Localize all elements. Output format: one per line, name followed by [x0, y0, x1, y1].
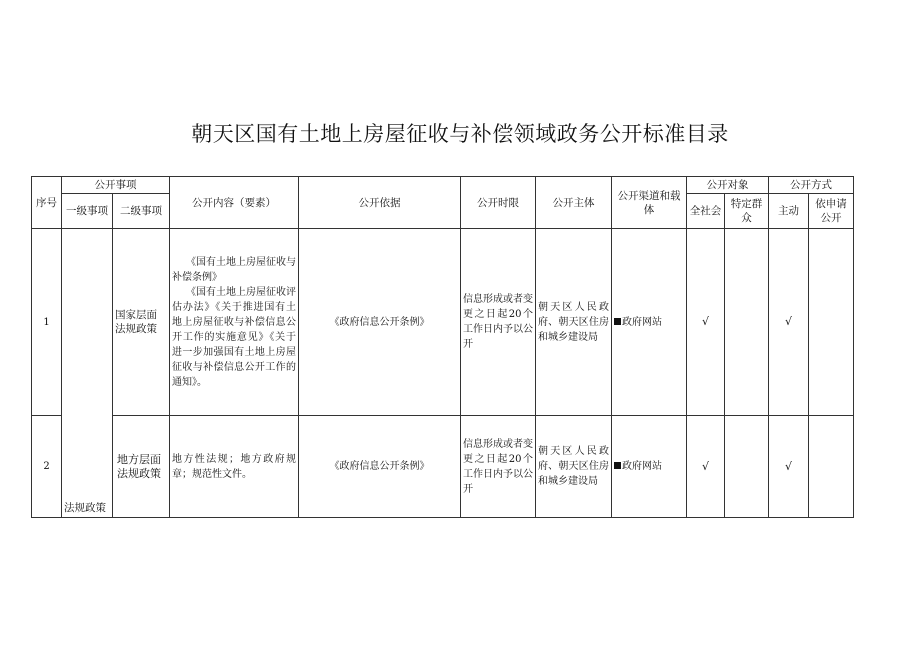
- row-time-limit: 信息形成或者变更之日起20个工作日内予以公开: [461, 416, 536, 518]
- table-row: [32, 416, 854, 518]
- row-method-active: √: [769, 229, 809, 416]
- content-paragraph: 《国有土地上房屋征收与补偿条例》: [172, 256, 296, 283]
- row-content: [170, 229, 299, 416]
- header-channel: 公开渠道和载体: [612, 177, 687, 229]
- header-target: 公开对象: [687, 177, 769, 194]
- page-title: 朝天区国有土地上房屋征收与补偿领域政务公开标准目录: [191, 122, 729, 146]
- header-method: 公开方式: [769, 177, 854, 194]
- square-bullet-icon: [614, 462, 621, 469]
- header-method-apply: 依申请公开: [809, 194, 854, 229]
- header-subject: 公开主体: [536, 177, 612, 229]
- row-level2: 国家层面法规政策: [113, 229, 170, 416]
- row-seq: 2: [32, 416, 62, 518]
- channel-label: 政府网站: [622, 461, 662, 472]
- table-row: [32, 229, 854, 416]
- header-level1: 一级事项: [62, 194, 113, 229]
- content-paragraph: 《国有土地上房屋征收评估办法》《关于推进国有土地上房屋征收与补偿信息公开工作的实施意见》《关于进一步加强国有土地上房屋征收与补偿信息公开工作的通知》。: [172, 286, 296, 388]
- channel-label: 政府网站: [622, 316, 662, 328]
- category-label: 法规政策: [64, 502, 106, 514]
- header-time-limit: 公开时限: [461, 177, 536, 229]
- header-basis: 公开依据: [299, 177, 461, 229]
- header-method-active: 主动: [769, 194, 809, 229]
- header-seq: 序号: [32, 177, 62, 229]
- row-channel: [612, 229, 687, 416]
- header-target-all: 全社会: [687, 194, 725, 229]
- category-cell: [62, 229, 113, 518]
- row-basis: 《政府信息公开条例》: [299, 416, 461, 518]
- row-target-specific: [725, 416, 769, 518]
- header-row-1: [32, 177, 854, 194]
- row-subject: 朝天区人民政府、朝天区住房和城乡建设局: [536, 416, 612, 518]
- row-target-all: √: [687, 229, 725, 416]
- row-level2: 地方层面法规政策: [113, 416, 170, 518]
- row-target-all: √: [687, 416, 725, 518]
- header-target-specific: 特定群众: [725, 194, 769, 229]
- row-method-active: √: [769, 416, 809, 518]
- square-bullet-icon: [614, 318, 621, 325]
- row-method-apply: [809, 229, 854, 416]
- row-subject: 朝天区人民政府、朝天区住房和城乡建设局: [536, 229, 612, 416]
- row-time-limit: 信息形成或者变更之日起20个工作日内予以公开: [461, 229, 536, 416]
- row-channel: [612, 416, 687, 518]
- row-method-apply: [809, 416, 854, 518]
- header-public-item: 公开事项: [62, 177, 170, 194]
- row-content: 地方性法规；地方政府规章；规范性文件。: [170, 416, 299, 518]
- header-content: 公开内容（要素）: [170, 177, 299, 229]
- header-level2: 二级事项: [113, 194, 170, 229]
- row-basis: 《政府信息公开条例》: [299, 229, 461, 416]
- disclosure-catalog-table: [31, 176, 854, 518]
- row-seq: 1: [32, 229, 62, 416]
- row-target-specific: [725, 229, 769, 416]
